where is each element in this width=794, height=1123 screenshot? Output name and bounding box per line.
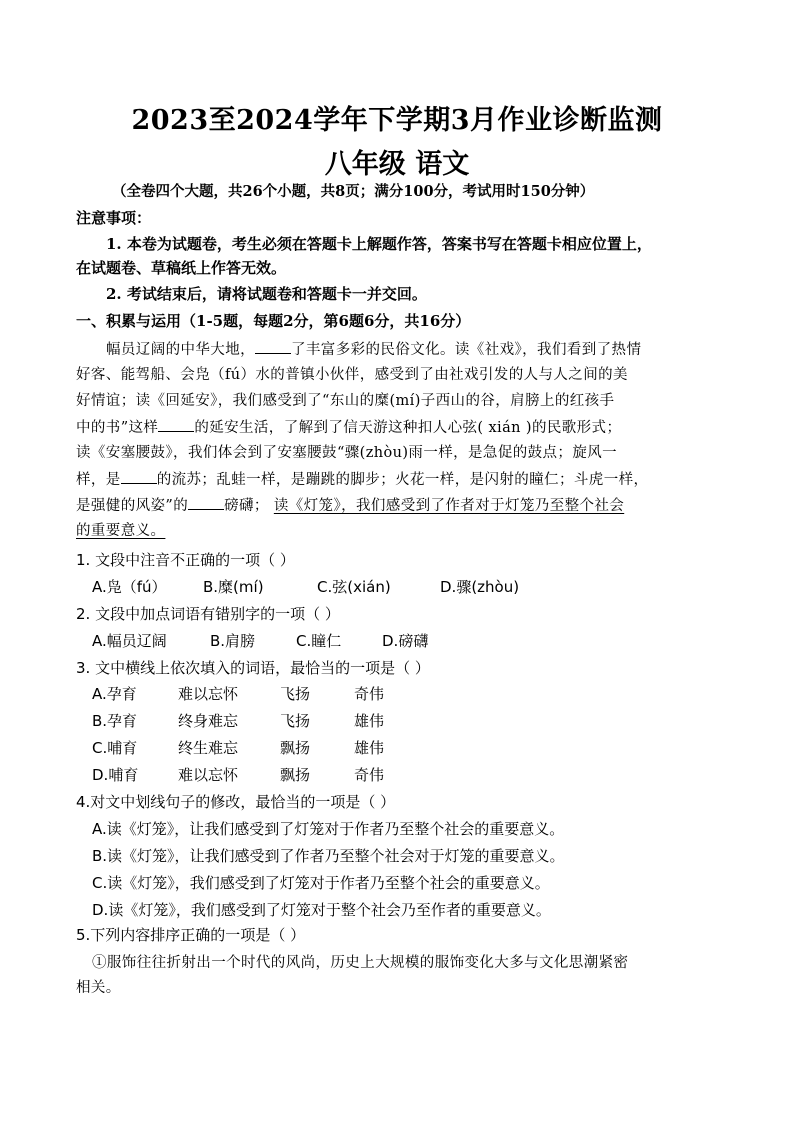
option[interactable]: A.读《灯笼》，让我们感受到了灯笼对于作者乃至整个社会的重要意义。 bbox=[92, 820, 565, 838]
option-word: 终生难忘 bbox=[178, 739, 239, 757]
passage-line bbox=[76, 469, 726, 490]
option-word: 难以忘怀 bbox=[178, 766, 239, 784]
option-word: 奇伟 bbox=[354, 685, 385, 703]
option-word: 雄伟 bbox=[354, 739, 385, 757]
exam-info: （全卷四个大题，共26个小题，共8页；满分100分，考试用时150分钟） bbox=[112, 183, 595, 200]
passage-text: 的延安生活，了解到了信天游这种扣人心弦( xián )的民歌形式； bbox=[194, 420, 622, 436]
passage-line bbox=[76, 495, 726, 516]
section-heading: 一、积累与运用（1-5题，每题2分，第6题6分，共16分） bbox=[76, 312, 471, 330]
passage-text: 的流苏；乱蛙一样，是蹦跳的脚步；火花一样，是闪射的瞳仁；斗虎一样， bbox=[156, 472, 649, 488]
fill-blank bbox=[121, 469, 157, 484]
passage-text: 是强健的风姿”的 bbox=[76, 498, 189, 514]
passage-text: 样，是 bbox=[76, 472, 121, 488]
passage-line: 读《安塞腰鼓》，我们体会到了安塞腰鼓“骤(zhòu)雨一样，是急促的鼓点；旋风一 bbox=[76, 445, 618, 461]
option[interactable]: D.读《灯笼》，我们感受到了灯笼对于整个社会乃至作者的重要意义。 bbox=[92, 901, 551, 919]
option[interactable]: C.瞳仁 bbox=[296, 632, 342, 650]
option-word: 难以忘怀 bbox=[178, 685, 239, 703]
underlined-sentence: 的重要意义。 bbox=[76, 523, 166, 539]
question-3-stem: 3. 文中横线上依次填入的词语，最恰当的一项是（ ） bbox=[76, 659, 430, 677]
option-word: 飞扬 bbox=[280, 685, 311, 703]
option-word: 飘扬 bbox=[280, 766, 311, 784]
option-word: 飘扬 bbox=[280, 739, 311, 757]
question-1-stem: 1. 文段中注音不正确的一项（ ） bbox=[76, 551, 295, 569]
exam-title: 2023至2024学年下学期3月作业诊断监测 bbox=[131, 105, 663, 136]
option[interactable]: B.肩膀 bbox=[210, 632, 256, 650]
option-word: 雄伟 bbox=[354, 712, 385, 730]
fill-blank bbox=[158, 417, 194, 432]
passage-text: 磅礴； bbox=[224, 498, 269, 514]
passage-line bbox=[106, 339, 756, 360]
option[interactable]: B.读《灯笼》，让我们感受到了作者乃至整个社会对于灯笼的重要意义。 bbox=[92, 847, 565, 865]
option-word: 奇伟 bbox=[354, 766, 385, 784]
question-4-stem: 4.对文中划线句子的修改，最恰当的一项是（ ） bbox=[76, 793, 396, 811]
option[interactable]: B.糜(mí) bbox=[203, 578, 264, 596]
option[interactable]: A.凫（fú） bbox=[92, 578, 167, 596]
passage-text: 中的书”这样 bbox=[76, 420, 159, 436]
question-5-stem: 5.下列内容排序正确的一项是（ ） bbox=[76, 926, 306, 944]
question-5-item-1-cont: 相关。 bbox=[76, 980, 121, 996]
option-word: B.孕育 bbox=[92, 712, 138, 730]
option-word: C.哺育 bbox=[92, 739, 138, 757]
passage-text: 幅员辽阔的中华大地， bbox=[106, 342, 255, 358]
option-word: 终身难忘 bbox=[178, 712, 239, 730]
notice-heading: 注意事项： bbox=[76, 209, 152, 227]
option-word: D.哺育 bbox=[92, 766, 139, 784]
passage-line: 好客、能驾船、会凫（fú）水的普镇小伙伴，感受到了由社戏引发的人与人之间的美 bbox=[76, 367, 628, 383]
underlined-sentence: 读《灯笼》，我们感受到了作者对于灯笼乃至整个社会 bbox=[273, 498, 625, 514]
passage-line bbox=[76, 417, 726, 438]
notice-item-2: 2. 考试结束后，请将试题卷和答题卡一并交回。 bbox=[106, 285, 427, 303]
notice-item-1-cont: 在试题卷、草稿纸上作答无效。 bbox=[76, 259, 287, 277]
option-word: 飞扬 bbox=[280, 712, 311, 730]
notice-item-1: 1. 本卷为试题卷，考生必须在答题卡上解题作答，答案书写在答题卡相应位置上， bbox=[106, 235, 652, 253]
fill-blank bbox=[188, 495, 224, 510]
question-5-item-1: ①服饰往往折射出一个时代的风尚，历史上大规模的服饰变化大多与文化思潮紧密 bbox=[92, 955, 629, 971]
option[interactable]: A.幅员辽阔 bbox=[92, 632, 167, 650]
passage-line: 好情谊；读《回延安》，我们感受到了“东山的糜(mí)子西山的谷，肩膀上的红孩手 bbox=[76, 393, 615, 409]
passage-line bbox=[76, 521, 726, 541]
option[interactable]: C.弦(xián) bbox=[317, 578, 391, 596]
fill-blank bbox=[255, 339, 291, 354]
passage-text: 了丰富多彩的民俗文化。读《社戏》，我们看到了热情 bbox=[291, 342, 642, 358]
question-2-stem: 2. 文段中加点词语有错别字的一项（ ） bbox=[76, 605, 340, 623]
option[interactable]: C.读《灯笼》，我们感受到了灯笼对于作者乃至整个社会的重要意义。 bbox=[92, 874, 550, 892]
option[interactable]: D.磅礴 bbox=[382, 632, 429, 650]
option[interactable]: D.骤(zhòu) bbox=[440, 578, 520, 596]
option-word: A.孕育 bbox=[92, 685, 137, 703]
exam-subtitle: 八年级 语文 bbox=[324, 149, 470, 180]
